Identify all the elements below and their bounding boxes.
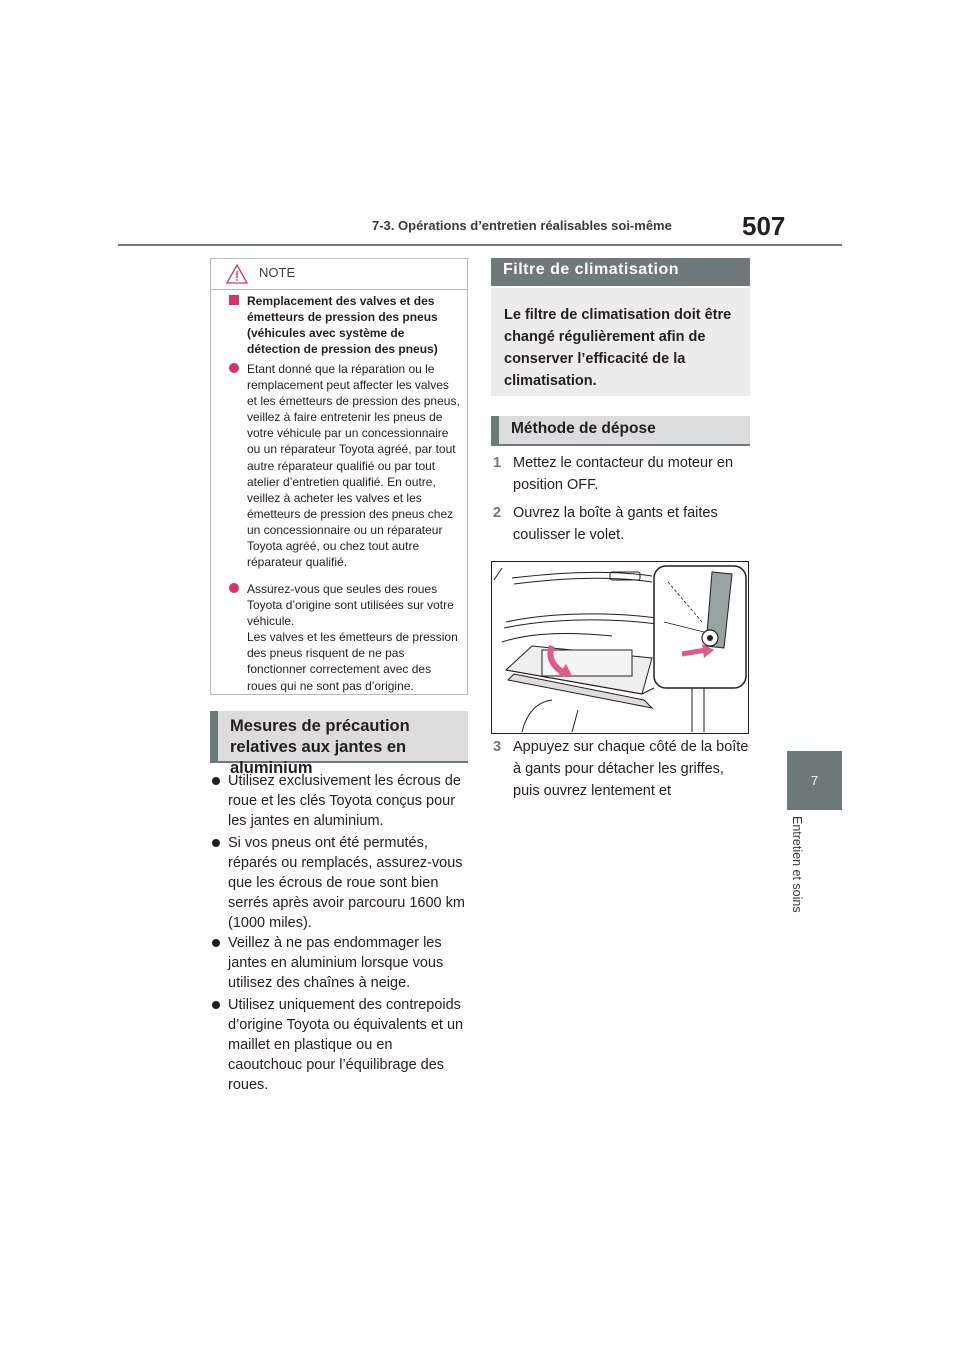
subheading-methode <box>491 416 750 446</box>
section-heading-filtre <box>491 258 750 286</box>
page-number: 507 <box>742 211 786 241</box>
step-text: Appuyez sur chaque côté de la boîte à gants pour détacher les griffes, puis ouvrez lentement et <box>513 739 749 799</box>
section-heading-text: Mesures de précaution relatives aux jantes en aluminium <box>230 717 410 777</box>
round-bullet-icon <box>229 583 239 593</box>
list-item-text: Utilisez uniquement des contrepoids d’origine Toyota ou équivalents et un maillet en plastique ou en caoutchouc pour l’équilibrage des roues. <box>228 997 464 1093</box>
note-item-2 <box>229 581 461 694</box>
bullet-icon <box>212 939 220 947</box>
list-item-text: Veillez à ne pas endommager les jantes en aluminium lorsque vous utilisez des chaînes à neige. <box>228 935 444 991</box>
chapter-label <box>778 816 808 936</box>
chapter-label-text: Entretien et soins <box>790 816 804 913</box>
section-heading-jantes <box>210 711 468 777</box>
note-box <box>210 258 468 695</box>
chapter-tab: 7 <box>787 751 842 810</box>
section-heading-text: Filtre de climatisation <box>503 261 679 278</box>
step-text: Ouvrez la boîte à gants et faites coulisser le volet. <box>513 505 718 543</box>
section-title: 7-3. Opérations d’entretien réalisables soi-même <box>372 218 672 233</box>
bullet-icon <box>212 777 220 785</box>
bullet-icon <box>212 839 220 847</box>
intro-text: Le filtre de climatisation doit être changé régulièrement afin de conserver l’efficacité de la climatisation. <box>504 307 732 389</box>
list-item-text: Si vos pneus ont été permutés, réparés ou remplacés, assurez-vous que les écrous de roue sont bien serrés après avoir parcouru 1600 km (1000 miles). <box>228 835 465 931</box>
glovebox-drawing <box>492 562 748 733</box>
note-item-1 <box>229 361 461 570</box>
note-item-text: Etant donné que la réparation ou le remplacement peut affecter les valves et les émetteurs de pression des pneus, veillez à faire entretenir les pneus de votre véhicule par un concessionnaire ou un réparateur Toyota agréé, par tout autre réparateur qualifié ou par tout atelier d’entretien qualifié. En outre, veillez à acheter les valves et les émetteurs de pression des pneus chez un concessionnaire ou un réparateur Toyota agréé, ou chez tout autre réparateur qualifié. <box>247 362 460 570</box>
glovebox-illustration <box>491 561 749 734</box>
step-number: 2 <box>493 505 502 521</box>
note-heading-item <box>229 293 461 357</box>
bullet-icon <box>212 1001 220 1009</box>
header-rule <box>118 244 842 246</box>
note-header <box>211 259 467 290</box>
list-item-text: Utilisez exclusivement les écrous de roue et les clés Toyota conçus pour les jantes en aluminium. <box>228 773 461 829</box>
step-number: 3 <box>493 739 502 755</box>
note-item-text: Assurez-vous que seules des roues Toyota d’origine sont utilisées sur votre véhicule. <box>247 582 454 629</box>
step-text: Mettez le contacteur du moteur en position OFF. <box>513 455 734 493</box>
subheading-text: Méthode de dépose <box>511 420 656 437</box>
round-bullet-icon <box>229 363 239 373</box>
note-title: NOTE <box>259 265 296 280</box>
note-heading: Remplacement des valves et des émetteurs de pression des pneus (véhicules avec système de détection de pression des pneus) <box>247 294 438 357</box>
warning-triangle-icon <box>225 263 249 285</box>
square-bullet-icon <box>229 295 239 305</box>
note-item-text-cont: Les valves et les émetteurs de pression des pneus risquent de ne pas fonctionner correctement avec des roues qui ne sont pas d’origine. <box>247 630 458 693</box>
intro-box <box>491 288 750 396</box>
step-number: 1 <box>493 455 502 471</box>
